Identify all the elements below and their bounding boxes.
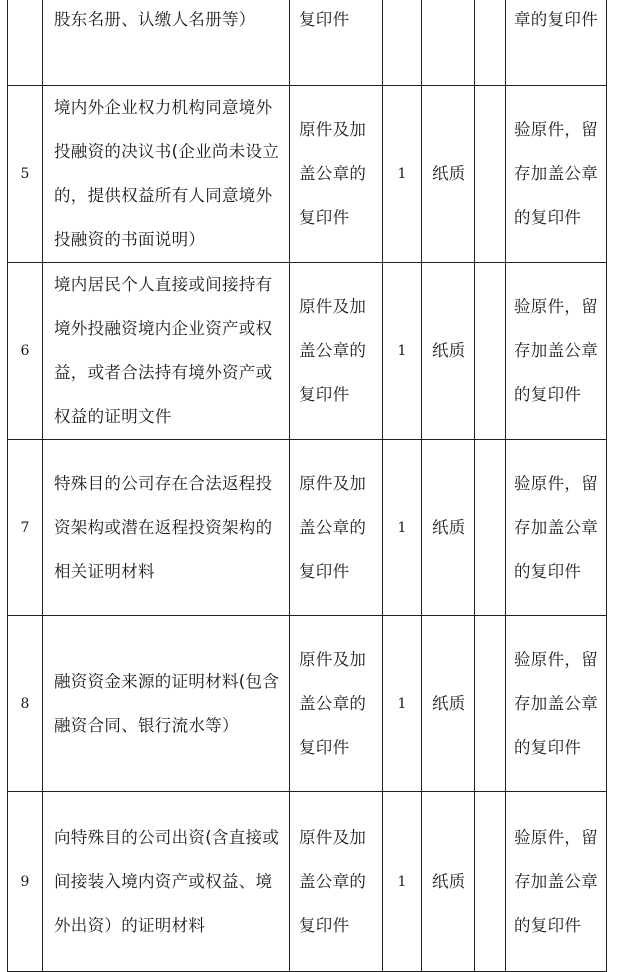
note-cell [506,86,607,263]
material-note: 验原件，留存加盖公章的复印件 [514,120,598,227]
form-cell [290,616,383,792]
material-name-cell [43,792,290,972]
material-name: 融资资金来源的证明材料(包含融资合同、银行流水等） [54,671,280,735]
quantity: 1 [383,263,422,440]
material-name-cell [43,0,290,86]
material-name: 境内外企业权力机构同意境外投融资的决议书(企业尚未设立的，提供权益所有人同意境外投融资的书面说明） [54,98,280,249]
note-cell [506,263,607,440]
carrier-cell [422,792,475,972]
material-name-cell [43,440,290,616]
material-name-cell [43,86,290,263]
note-cell [506,440,607,616]
table-row [8,263,607,440]
carrier: 纸质 [432,341,466,360]
material-note: 验原件，留存加盖公章的复印件 [514,827,598,935]
materials-table [7,0,607,972]
material-note: 验原件，留存加盖公章的复印件 [514,473,598,581]
blank-cell [475,0,506,86]
row-number: 5 [8,86,43,263]
material-name-cell [43,616,290,792]
material-note: 验原件，留存加盖公章的复印件 [514,649,598,757]
carrier-cell [422,0,475,86]
material-name-cell [43,263,290,440]
form-cell [290,440,383,616]
row-number: 7 [8,440,43,616]
blank-cell [475,86,506,263]
carrier-cell [422,86,475,263]
row-number: 9 [8,792,43,972]
blank-cell [475,263,506,440]
carrier: 纸质 [432,164,466,183]
table-row [8,440,607,616]
form-cell [290,792,383,972]
carrier: 纸质 [432,871,466,891]
material-name: 境内居民个人直接或间接持有境外投融资境内企业资产或权益，或者合法持有境外资产或权益的证明文件 [54,275,273,426]
table-row [8,616,607,792]
quantity: 1 [383,440,422,616]
material-name: 股东名册、认缴人名册等） [54,10,256,29]
carrier: 纸质 [432,517,466,537]
table-row [8,0,607,86]
carrier-cell [422,263,475,440]
blank-cell [475,616,506,792]
note-cell [506,616,607,792]
material-note: 验原件，留存加盖公章的复印件 [514,297,598,404]
form-cell [290,86,383,263]
material-form: 原件及加盖公章的复印件 [299,297,367,404]
note-cell [506,792,607,972]
note-cell [506,0,607,86]
table-row [8,86,607,263]
row-number-cell [8,0,43,86]
quantity: 1 [383,86,422,263]
quantity: 1 [383,616,422,792]
carrier-cell [422,616,475,792]
row-number: 8 [8,616,43,792]
row-number: 6 [8,263,43,440]
blank-cell [475,792,506,972]
material-name: 特殊目的公司存在合法返程投资架构或潜在返程投资架构的相关证明材料 [54,473,273,581]
material-name: 向特殊目的公司出资(含直接或间接装入境内资产或权益、境外出资）的证明材料 [54,827,280,935]
material-form: 复印件 [299,10,350,29]
form-cell [290,263,383,440]
quantity-cell [383,0,422,86]
form-cell [290,0,383,86]
material-form: 原件及加盖公章的复印件 [299,120,367,227]
blank-cell [475,440,506,616]
material-form: 原件及加盖公章的复印件 [299,473,367,581]
quantity: 1 [383,792,422,972]
carrier: 纸质 [432,693,466,713]
table-row [8,792,607,972]
material-form: 原件及加盖公章的复印件 [299,827,367,935]
carrier-cell [422,440,475,616]
material-note: 章的复印件 [514,10,598,29]
material-form: 原件及加盖公章的复印件 [299,649,367,757]
